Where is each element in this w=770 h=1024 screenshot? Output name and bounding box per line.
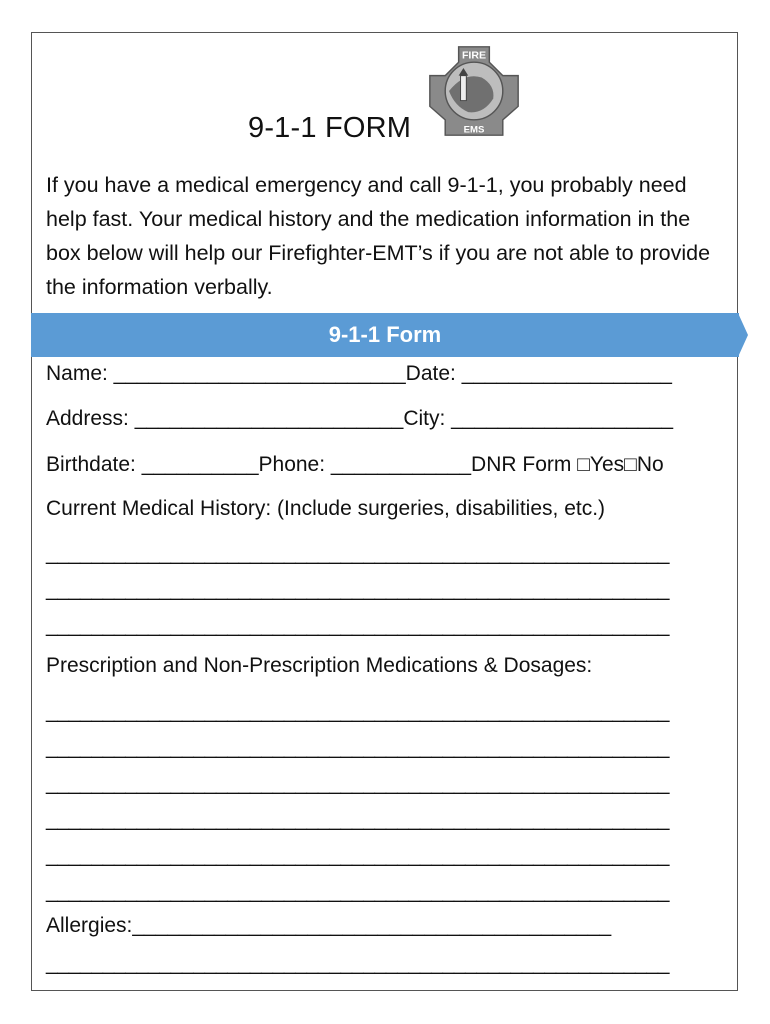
address-city-field[interactable]: Address: _______________________City: ___________________ (46, 407, 674, 430)
form-banner: 9-1-1 Form (31, 313, 739, 357)
medications-blank-3[interactable]: _______________________________________________________ (46, 772, 670, 795)
intro-paragraph: If you have a medical emergency and call 9-1-1, you probably need help fast. Your medical history and the medication information in the box below will help our Firefighter-EMT’s if you are not able to provide the information verbally. (46, 173, 711, 299)
history-blank-2[interactable]: _______________________________________________________ (46, 578, 670, 601)
medications-blank-6[interactable]: _______________________________________________________ (46, 880, 670, 903)
medications-blank-5[interactable]: _______________________________________________________ (46, 844, 670, 867)
medications-label: Prescription and Non-Prescription Medications & Dosages: (46, 654, 593, 677)
allergies-blank[interactable]: _______________________________________________________ (46, 952, 670, 975)
fire-ems-emblem (426, 43, 522, 139)
logo-bottom-text: EMS (463, 124, 485, 136)
page-title: 9-1-1 FORM (248, 112, 412, 144)
medical-history-label: Current Medical History: (Include surgeries, disabilities, etc.) (46, 497, 606, 520)
logo-top-text: FIRE (461, 49, 487, 62)
allergies-field[interactable]: Allergies:_________________________________________ (46, 914, 612, 937)
medications-blank-2[interactable]: _______________________________________________________ (46, 736, 670, 759)
medications-blank-4[interactable]: _______________________________________________________ (46, 808, 670, 831)
birthdate-phone-dnr-field[interactable]: Birthdate: __________Phone: ____________DNR Form □Yes□No (46, 453, 664, 476)
banner-arrow (738, 313, 748, 357)
name-date-field[interactable]: Name: _________________________Date: __________________ (46, 362, 672, 385)
history-blank-3[interactable]: _______________________________________________________ (46, 614, 670, 637)
history-blank-1[interactable]: _______________________________________________________ (46, 542, 670, 565)
medications-blank-1[interactable]: _______________________________________________________ (46, 700, 670, 723)
